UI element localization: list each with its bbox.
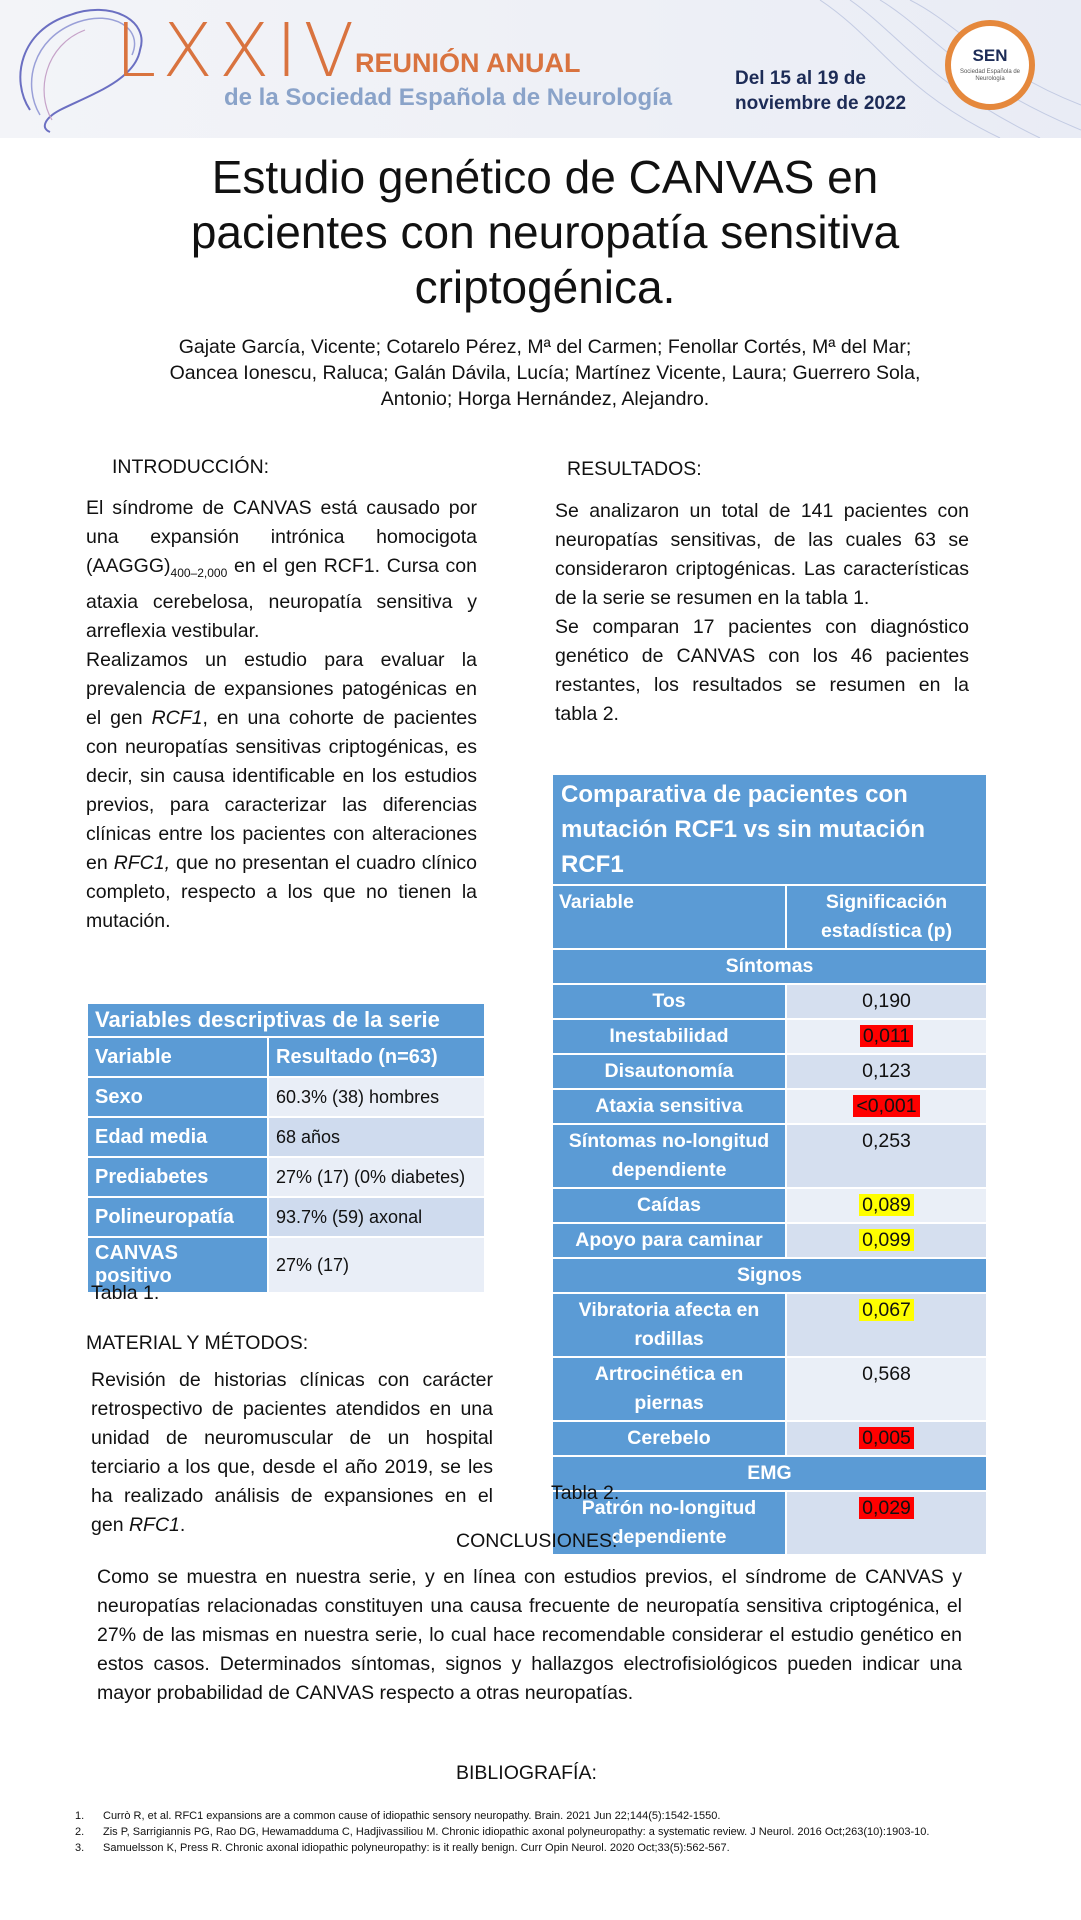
conclusions-text: Como se muestra en nuestra serie, y en línea con estudios previos, el síndrome de CANVAS y neuropatías relacionadas constituyen una causa frecuente de neuropatía sensitiva criptogénica, el 27% de las mismas en nuestra serie, lo cual hace recomendable considerar el estudio genético en estos casos. Determinados síntomas, signos y hallazgos electrofisiológicos pueden indicar una mayor probabilidad de CANVAS respecto a otras neuropatías. <box>97 1566 962 1704</box>
table2-caption: Tabla 2. <box>551 1482 620 1504</box>
table-row: Disautonomía 0,123 <box>552 1054 987 1089</box>
table-row: Ataxia sensitiva <0,001 <box>552 1089 987 1124</box>
table2-header-p: Significación estadística (p) <box>786 885 987 949</box>
reference-list <box>75 1808 1035 1856</box>
society-name: de la Sociedad Española de Neurología <box>224 84 673 111</box>
meeting-name: REUNIÓN ANUAL <box>355 48 581 78</box>
results-paragraph-2: Se comparan 17 pacientes con diagnóstico genético de CANVAS con los 46 pacientes restantes, los resultados se resumen en la tabla 2. <box>555 616 969 725</box>
intro-heading: INTRODUCCIÓN: <box>112 456 270 478</box>
results-paragraph-1: Se analizaron un total de 141 pacientes con neuropatías sensitivas, de las cuales 63 se consideraron criptogénicas. Las características de la serie se resumen en la tabla 1. <box>555 500 969 609</box>
list-item: 1. Currò R, et al. RFC1 expansions are a common cause of idiopathic sensory neuropathy. Brain. 2021 Jun 22;144(5):1542-1550. <box>75 1810 721 1822</box>
bibliography-heading: BIBLIOGRAFÍA: <box>456 1762 597 1784</box>
sen-logo <box>945 20 1035 110</box>
descriptive-table <box>86 1002 486 1294</box>
table1-caption: Tabla 1. <box>91 1282 160 1304</box>
comparison-table <box>551 773 988 1556</box>
intro-paragraph-1: El síndrome de CANVAS está causado por una expansión intrónica homocigota $(AAGGG)_{400-2,000}$ en el gen RCF1. Cursa con ataxia cerebelosa, neuropatía sensitiva y arreflexia vestibular. <box>86 497 477 642</box>
table-row: Polineuropatía 93.7% (59) axonal <box>87 1197 485 1237</box>
author-list: Gajate García, Vicente; Cotarelo Pérez, Mª del Carmen; Fenollar Cortés, Mª del Mar; Oancea Ionescu, Raluca; Galán Dávila, Lucía; Martínez Vicente, Laura; Guerrero Sola, Antonio; Horga Hernández, Alejandro. <box>169 336 921 410</box>
group-emg: EMG <box>552 1456 987 1491</box>
table-row: Inestabilidad 0,011 <box>552 1019 987 1054</box>
meeting-dates <box>735 66 906 116</box>
group-signos: Signos <box>552 1258 987 1293</box>
header-banner <box>0 0 1081 138</box>
table1-header-variable: Variable <box>87 1037 268 1077</box>
dates-line-2: noviembre de 2022 <box>735 93 907 114</box>
list-item: 2. Zis P, Sarrigiannis PG, Rao DG, Hewamadduma C, Hadjivassiliou M. Chronic idiopathic axonal polyneuropathy: a systematic review. J Neurol. 2016 Oct;263(10):1903-10. <box>75 1826 930 1838</box>
methods-text: Revisión de historias clínicas con carácter retrospectivo de pacientes atendidos en una unidad de neuromuscular de un hospital terciario a los que, desde el año 2019, se les ha realizado análisis de expansiones en el gen RFC1. <box>91 1369 493 1536</box>
table-row: Vibratoria afecta en rodillas 0,067 <box>552 1293 987 1357</box>
poster-title: Estudio genético de CANVAS en pacientes con neuropatía sensitiva criptogénica. <box>190 151 900 313</box>
group-sintomas: Síntomas <box>552 949 987 984</box>
conclusions-heading: CONCLUSIONES: <box>456 1530 618 1552</box>
table2-title: Comparativa de pacientes con mutación RCF1 vs sin mutación RCF1 <box>552 774 987 885</box>
table-row: CANVAS positivo 27% (17) <box>87 1237 485 1293</box>
table1-header-result: Resultado (n=63) <box>268 1037 485 1077</box>
table-row: Cerebelo 0,005 <box>552 1421 987 1456</box>
results-text <box>555 497 969 729</box>
intro-text <box>86 494 477 936</box>
sen-logo-subtext: Sociedad Española de Neurología <box>959 69 1021 82</box>
table-row: Apoyo para caminar 0,099 <box>552 1223 987 1258</box>
table-row: Sexo 60.3% (38) hombres <box>87 1077 485 1117</box>
intro-paragraph-2: Realizamos un estudio para evaluar la prevalencia de expansiones patogénicas en el gen RCF1, en una cohorte de pacientes con neuropatías sensitivas criptogénicas, es decir, sin causa identificable en los estudios previos, para caracterizar las diferencias clínicas entre los pacientes con alteraciones en RFC1, que no presentan el cuadro clínico completo, respecto a los que no tienen la mutación. <box>86 648 477 932</box>
table2-header-variable: Variable <box>552 885 786 949</box>
table-row: Prediabetes 27% (17) (0% diabetes) <box>87 1157 485 1197</box>
list-item: 3. Samuelsson K, Press R. Chronic axonal idiopathic polyneuropathy: is it really benign. Curr Opin Neurol. 2020 Oct;33(5):562-567. <box>75 1842 730 1854</box>
methods-heading: MATERIAL Y MÉTODOS: <box>86 1332 309 1354</box>
table-row: Artrocinética en piernas 0,568 <box>552 1357 987 1421</box>
table-row: Caídas 0,089 <box>552 1188 987 1223</box>
table1-title: Variables descriptivas de la serie <box>87 1003 485 1037</box>
edition-number: LXXIV <box>115 8 361 94</box>
dates-line-1: Del 15 al 19 de <box>735 68 866 89</box>
table-row: Edad media 68 años <box>87 1117 485 1157</box>
table-row: Patrón no-longitud dependiente 0,029 <box>552 1491 987 1555</box>
results-heading: RESULTADOS: <box>567 458 702 480</box>
table-row: Síntomas no-longitud dependiente 0,253 <box>552 1124 987 1188</box>
table-row: Tos 0,190 <box>552 984 987 1019</box>
sen-logo-text: SEN <box>972 46 1008 65</box>
